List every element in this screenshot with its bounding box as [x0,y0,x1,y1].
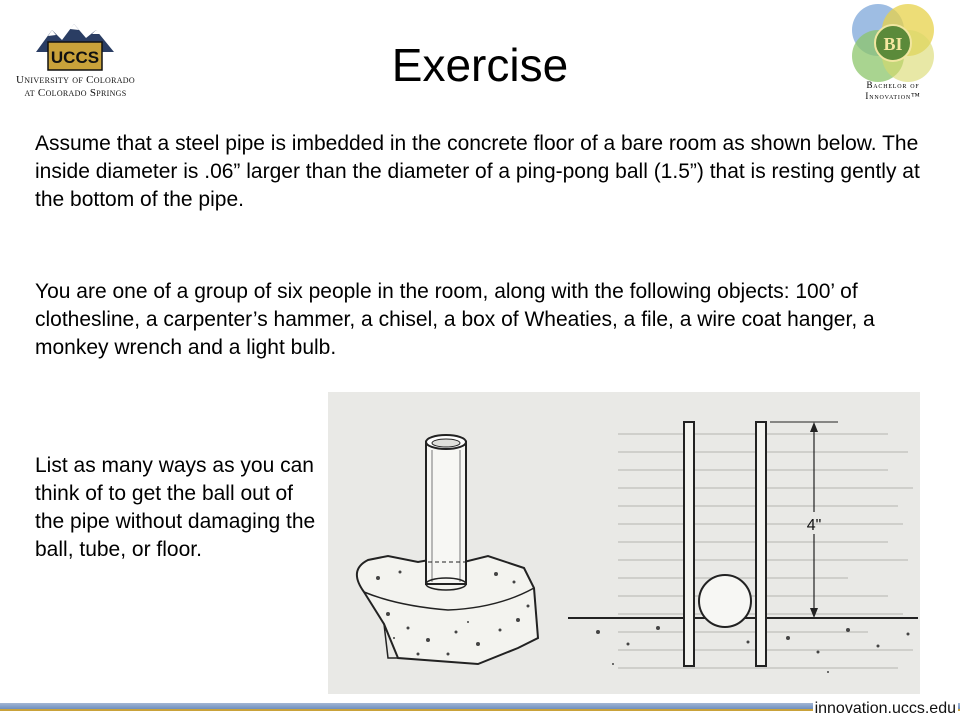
university-name-line2: at Colorado Springs [24,87,127,99]
footer-url: innovation.uccs.edu [814,700,956,717]
bachelor-of-innovation-text [838,80,948,102]
uccs-badge-text: UCCS [50,48,100,67]
pipe-illustration [328,392,920,694]
pipe-in-concrete-drawing-icon [328,392,920,694]
boi-line2: Innovation™ [865,91,921,101]
bi-badge-text: BI [883,34,903,54]
slide-title: Exercise [391,39,569,91]
university-name-line1: University of Colorado [16,74,135,86]
dimension-label: 4" [806,517,822,534]
objects-paragraph: You are one of a group of six people in the room, along with the following objects: 100’ of clothesline, a carpenter’s hammer, a chisel, a box of Wheaties, a file, a wire coat hanger, a monkey wrench and a light bulb. [35,280,875,359]
problem-paragraph: Assume that a steel pipe is imbedded in the concrete floor of a bare room as shown below. The inside diameter is .06” larger than the diameter of a ping-pong ball (1.5”) that is resting gently at the bottom of the pipe. [35,132,920,211]
task-paragraph: List as many ways as you can think of to get the ball out of the pipe without damaging the ball, tube, or floor. [35,454,316,561]
boi-line1: Bachelor of [866,80,920,90]
